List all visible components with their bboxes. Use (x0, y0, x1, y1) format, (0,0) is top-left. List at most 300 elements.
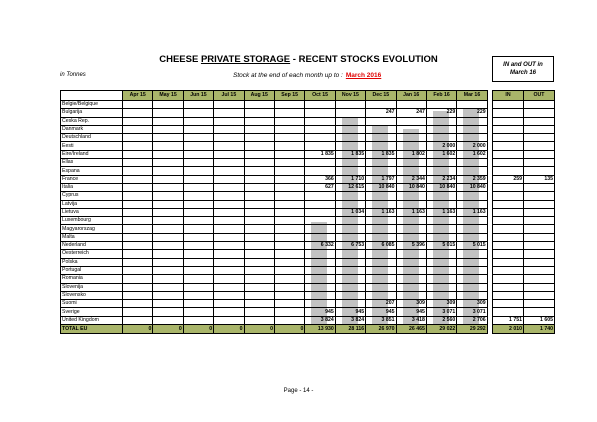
month-header: Mar 16 (457, 91, 487, 101)
value-cell: 247 (366, 109, 396, 117)
table-row (61, 125, 488, 133)
value-cell: 229 (457, 109, 487, 117)
value-cell (426, 159, 456, 167)
in-cell (493, 242, 524, 250)
value-cell (244, 258, 274, 266)
inout-title-line2: March 16 (509, 70, 536, 76)
value-cell (274, 200, 304, 208)
value-cell: 0 (214, 325, 244, 334)
country-cell: Latvija (61, 200, 123, 208)
value-cell (214, 150, 244, 158)
value-cell (214, 109, 244, 117)
value-cell (153, 250, 183, 258)
value-cell (183, 142, 213, 150)
value-cell (183, 217, 213, 225)
value-cell: 29 292 (457, 325, 487, 334)
value-cell (457, 159, 487, 167)
value-cell: 6 085 (366, 242, 396, 250)
value-cell (214, 308, 244, 316)
value-cell (457, 167, 487, 175)
value-cell: 0 (244, 325, 274, 334)
month-header: Oct 15 (305, 91, 335, 101)
inout-table (492, 90, 555, 334)
value-cell (305, 159, 335, 167)
value-cell (274, 283, 304, 291)
value-cell (244, 233, 274, 241)
value-cell (335, 101, 365, 109)
inout-row (493, 134, 555, 142)
value-cell: 2 560 (426, 316, 456, 324)
value-cell: 3 071 (457, 308, 487, 316)
value-cell (396, 258, 426, 266)
in-cell (493, 200, 524, 208)
value-cell (305, 266, 335, 274)
value-cell (335, 192, 365, 200)
value-cell (183, 183, 213, 191)
value-cell (153, 117, 183, 125)
inout-row (493, 109, 555, 117)
value-cell (244, 300, 274, 308)
value-cell (305, 225, 335, 233)
value-cell (274, 142, 304, 150)
value-cell (183, 159, 213, 167)
value-cell (396, 233, 426, 241)
inout-row (493, 167, 555, 175)
value-cell: 3 824 (335, 316, 365, 324)
value-cell (305, 250, 335, 258)
value-cell (335, 109, 365, 117)
value-cell (366, 233, 396, 241)
value-cell (153, 192, 183, 200)
inout-row (493, 266, 555, 274)
value-cell (335, 142, 365, 150)
stock-caption (233, 72, 381, 79)
table-row (61, 233, 488, 241)
in-cell (493, 117, 524, 125)
value-cell: 945 (335, 308, 365, 316)
value-cell (366, 266, 396, 274)
country-cell: Eesti (61, 142, 123, 150)
in-cell (493, 208, 524, 216)
value-cell: 28 116 (335, 325, 365, 334)
month-header: May 15 (153, 91, 183, 101)
month-header: Aug 15 (244, 91, 274, 101)
value-cell (305, 233, 335, 241)
inout-row (493, 291, 555, 299)
inout-row (493, 125, 555, 133)
value-cell: 3 071 (426, 308, 456, 316)
country-cell: Slovensko (61, 291, 123, 299)
value-cell (183, 101, 213, 109)
month-header: Jun 15 (183, 91, 213, 101)
value-cell (214, 233, 244, 241)
value-cell (153, 242, 183, 250)
value-cell: 3 851 (366, 316, 396, 324)
value-cell: 1 835 (366, 150, 396, 158)
value-cell (214, 291, 244, 299)
out-cell (524, 117, 555, 125)
country-cell: Luxembourg (61, 217, 123, 225)
value-cell (396, 275, 426, 283)
value-cell (274, 109, 304, 117)
out-cell (524, 208, 555, 216)
title-underlined: PRIVATE STORAGE (200, 54, 291, 65)
value-cell (123, 192, 153, 200)
value-cell (153, 183, 183, 191)
value-cell (274, 266, 304, 274)
value-cell (123, 225, 153, 233)
value-cell (214, 225, 244, 233)
value-cell (335, 217, 365, 225)
inout-row (493, 283, 555, 291)
value-cell (123, 258, 153, 266)
value-cell (426, 192, 456, 200)
value-cell (457, 134, 487, 142)
value-cell (123, 283, 153, 291)
value-cell (274, 291, 304, 299)
inout-row (493, 208, 555, 216)
value-cell (366, 275, 396, 283)
value-cell: 2 359 (457, 175, 487, 183)
month-header: Feb 16 (426, 91, 456, 101)
value-cell (123, 200, 153, 208)
value-cell: 2 234 (426, 175, 456, 183)
country-cell: Belgie/Belgique (61, 101, 123, 109)
value-cell (214, 183, 244, 191)
value-cell (426, 101, 456, 109)
value-cell (274, 217, 304, 225)
inout-row (493, 159, 555, 167)
stock-label: Stock at the end of each month up to : (233, 72, 343, 79)
value-cell (426, 134, 456, 142)
table-row (61, 250, 488, 258)
inout-header-box (492, 56, 554, 82)
value-cell (214, 250, 244, 258)
value-cell (183, 134, 213, 142)
value-cell (335, 258, 365, 266)
value-cell (426, 217, 456, 225)
month-header: Nov 15 (335, 91, 365, 101)
value-cell (274, 250, 304, 258)
value-cell (123, 250, 153, 258)
value-cell (244, 308, 274, 316)
value-cell: 366 (305, 175, 335, 183)
value-cell (457, 125, 487, 133)
value-cell (457, 225, 487, 233)
value-cell: 309 (457, 300, 487, 308)
value-cell (274, 225, 304, 233)
value-cell (153, 200, 183, 208)
out-cell: 1 740 (524, 325, 555, 334)
value-cell (426, 200, 456, 208)
value-cell (274, 308, 304, 316)
page-footer: Page - 14 - (283, 388, 314, 394)
value-cell (426, 125, 456, 133)
value-cell: 10 840 (426, 183, 456, 191)
inout-row (493, 233, 555, 241)
value-cell: 2 344 (396, 175, 426, 183)
out-cell (524, 134, 555, 142)
value-cell (396, 291, 426, 299)
table-row (61, 316, 488, 324)
in-cell (493, 225, 524, 233)
value-cell: 1 034 (335, 208, 365, 216)
value-cell: 2 706 (457, 316, 487, 324)
value-cell (274, 242, 304, 250)
value-cell (183, 300, 213, 308)
value-cell (214, 283, 244, 291)
value-cell (305, 275, 335, 283)
value-cell (335, 250, 365, 258)
value-cell (396, 266, 426, 274)
country-cell: Polska (61, 258, 123, 266)
value-cell (214, 200, 244, 208)
in-cell (493, 291, 524, 299)
value-cell (426, 225, 456, 233)
value-cell (274, 183, 304, 191)
in-cell (493, 308, 524, 316)
value-cell (366, 217, 396, 225)
in-cell (493, 159, 524, 167)
value-cell (123, 134, 153, 142)
value-cell (183, 283, 213, 291)
value-cell (366, 117, 396, 125)
out-cell (524, 150, 555, 158)
value-cell (153, 134, 183, 142)
value-cell (214, 242, 244, 250)
value-cell (153, 109, 183, 117)
value-cell: 247 (396, 109, 426, 117)
value-cell (214, 300, 244, 308)
in-cell (493, 150, 524, 158)
value-cell (274, 208, 304, 216)
out-cell (524, 125, 555, 133)
value-cell (274, 300, 304, 308)
value-cell (244, 142, 274, 150)
stocks-table (60, 90, 488, 334)
value-cell (305, 200, 335, 208)
title-prefix: CHEESE (159, 54, 201, 65)
value-cell (123, 275, 153, 283)
value-cell: 1 797 (366, 175, 396, 183)
total-row (61, 325, 488, 334)
out-header: OUT (524, 91, 555, 101)
value-cell (335, 233, 365, 241)
in-cell (493, 258, 524, 266)
value-cell: 0 (183, 325, 213, 334)
value-cell: 1 710 (335, 175, 365, 183)
value-cell (335, 117, 365, 125)
value-cell (396, 125, 426, 133)
value-cell (123, 266, 153, 274)
value-cell (123, 242, 153, 250)
inout-total-row (493, 325, 555, 334)
value-cell (274, 175, 304, 183)
value-cell (274, 258, 304, 266)
value-cell (214, 117, 244, 125)
country-cell: Malta (61, 233, 123, 241)
value-cell (214, 266, 244, 274)
in-cell: 1 751 (493, 316, 524, 324)
value-cell: 309 (396, 300, 426, 308)
value-cell (274, 101, 304, 109)
value-cell (305, 142, 335, 150)
month-header: Apr 15 (123, 91, 153, 101)
out-cell (524, 308, 555, 316)
out-cell (524, 233, 555, 241)
value-cell: 1 602 (457, 150, 487, 158)
value-cell (244, 183, 274, 191)
inout-row (493, 308, 555, 316)
inout-row (493, 175, 555, 183)
value-cell (274, 233, 304, 241)
value-cell (244, 275, 274, 283)
value-cell (123, 208, 153, 216)
value-cell (274, 167, 304, 175)
in-cell: 259 (493, 175, 524, 183)
value-cell (274, 316, 304, 324)
value-cell: 10 840 (457, 183, 487, 191)
out-cell (524, 225, 555, 233)
value-cell (426, 117, 456, 125)
value-cell (214, 192, 244, 200)
value-cell (183, 233, 213, 241)
in-cell (493, 101, 524, 109)
value-cell (396, 167, 426, 175)
out-cell (524, 258, 555, 266)
value-cell (274, 159, 304, 167)
value-cell (396, 217, 426, 225)
value-cell (366, 291, 396, 299)
value-cell (183, 192, 213, 200)
value-cell (123, 117, 153, 125)
value-cell (305, 109, 335, 117)
value-cell (183, 175, 213, 183)
value-cell (274, 134, 304, 142)
value-cell (457, 258, 487, 266)
table-row (61, 159, 488, 167)
value-cell (305, 117, 335, 125)
table-row (61, 192, 488, 200)
value-cell (183, 275, 213, 283)
value-cell (426, 275, 456, 283)
value-cell (335, 291, 365, 299)
value-cell (457, 291, 487, 299)
value-cell (244, 250, 274, 258)
value-cell (457, 101, 487, 109)
value-cell (366, 192, 396, 200)
value-cell: 1 163 (366, 208, 396, 216)
in-cell (493, 125, 524, 133)
value-cell: 5 015 (457, 242, 487, 250)
value-cell (214, 275, 244, 283)
inout-row (493, 150, 555, 158)
out-cell (524, 275, 555, 283)
country-cell: Cyprus (61, 192, 123, 200)
value-cell (153, 300, 183, 308)
out-cell (524, 142, 555, 150)
value-cell: 13 930 (305, 325, 335, 334)
country-cell: Sverige (61, 308, 123, 316)
country-cell: Nederland (61, 242, 123, 250)
out-cell (524, 250, 555, 258)
out-cell: 135 (524, 175, 555, 183)
out-cell (524, 183, 555, 191)
table-row (61, 150, 488, 158)
value-cell (457, 266, 487, 274)
value-cell: 29 022 (426, 325, 456, 334)
value-cell (153, 225, 183, 233)
value-cell (123, 300, 153, 308)
value-cell (244, 117, 274, 125)
out-cell (524, 167, 555, 175)
value-cell (305, 192, 335, 200)
in-cell (493, 266, 524, 274)
value-cell (244, 125, 274, 133)
value-cell (123, 175, 153, 183)
out-cell: 1 605 (524, 316, 555, 324)
value-cell (457, 275, 487, 283)
country-cell: Eire/Ireland (61, 150, 123, 158)
inout-row (493, 275, 555, 283)
value-cell (153, 101, 183, 109)
value-cell (153, 233, 183, 241)
value-cell (244, 200, 274, 208)
value-cell (183, 109, 213, 117)
inout-row (493, 225, 555, 233)
out-cell (524, 283, 555, 291)
in-cell (493, 275, 524, 283)
value-cell (214, 142, 244, 150)
inout-row (493, 258, 555, 266)
out-cell (524, 266, 555, 274)
value-cell (366, 200, 396, 208)
value-cell (153, 175, 183, 183)
value-cell (214, 258, 244, 266)
value-cell (335, 266, 365, 274)
value-cell: 1 163 (396, 208, 426, 216)
in-cell (493, 167, 524, 175)
value-cell (274, 192, 304, 200)
table-row (61, 217, 488, 225)
title-suffix: - RECENT STOCKS EVOLUTION (290, 54, 438, 65)
value-cell (183, 225, 213, 233)
value-cell (123, 109, 153, 117)
value-cell: 945 (366, 308, 396, 316)
value-cell (244, 242, 274, 250)
value-cell (274, 125, 304, 133)
value-cell (153, 266, 183, 274)
value-cell (396, 134, 426, 142)
value-cell: 10 840 (396, 183, 426, 191)
value-cell (153, 159, 183, 167)
country-cell: Bulgarija (61, 109, 123, 117)
value-cell (153, 308, 183, 316)
in-cell (493, 217, 524, 225)
value-cell: 0 (274, 325, 304, 334)
in-cell: 2 010 (493, 325, 524, 334)
value-cell (123, 308, 153, 316)
table-row (61, 308, 488, 316)
value-cell (244, 217, 274, 225)
value-cell (153, 316, 183, 324)
value-cell (183, 291, 213, 299)
value-cell: 5 396 (396, 242, 426, 250)
value-cell (305, 167, 335, 175)
table-row (61, 300, 488, 308)
value-cell (396, 250, 426, 258)
country-cell: Danmark (61, 125, 123, 133)
